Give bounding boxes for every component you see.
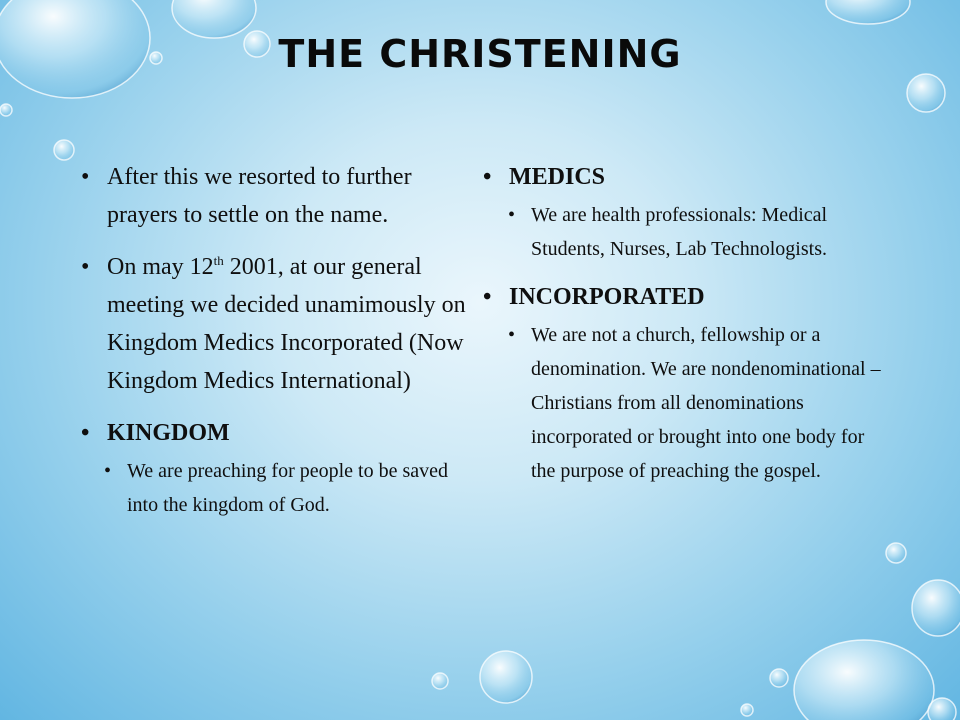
incorporated-detail: • We are not a church, fellowship or a denomination. We are nondenominational – Christians from all denominations incorporated or brought into one body for the purpose of preaching the gospel.: [506, 318, 882, 488]
kingdom-detail: • We are preaching for people to be saved into the kingdom of God.: [102, 454, 470, 522]
droplet: [886, 543, 906, 563]
droplet: [54, 140, 74, 160]
droplet: [770, 669, 788, 687]
droplet: [912, 580, 960, 636]
meeting-text-end: 2001, at our general meeting we decided unamimously on Kingdom Medics Incorporated (Now Kingdom Medics International): [107, 254, 466, 394]
meeting-text-start: On may 12: [107, 254, 214, 280]
droplet: [826, 0, 910, 24]
heading-kingdom: • KINGDOM: [80, 414, 470, 452]
ordinal-suffix: th: [213, 253, 224, 268]
heading-medics: • MEDICS: [482, 158, 882, 196]
droplet: [432, 673, 448, 689]
droplet: [907, 74, 945, 112]
slide-title: THE CHRISTENING: [278, 32, 682, 76]
droplet: [928, 698, 956, 720]
medics-detail: • We are health professionals: Medical Students, Nurses, Lab Technologists.: [506, 198, 882, 266]
droplet: [741, 704, 753, 716]
left-column: [80, 158, 470, 534]
bullet-resorted-prayers: • After this we resorted to further prayers to settle on the name.: [80, 158, 470, 234]
droplet: [480, 651, 532, 703]
droplet: [0, 104, 12, 116]
heading-incorporated: • INCORPORATED: [482, 278, 882, 316]
bullet-general-meeting: [80, 248, 470, 400]
right-column: [482, 158, 882, 500]
droplet: [794, 640, 934, 720]
